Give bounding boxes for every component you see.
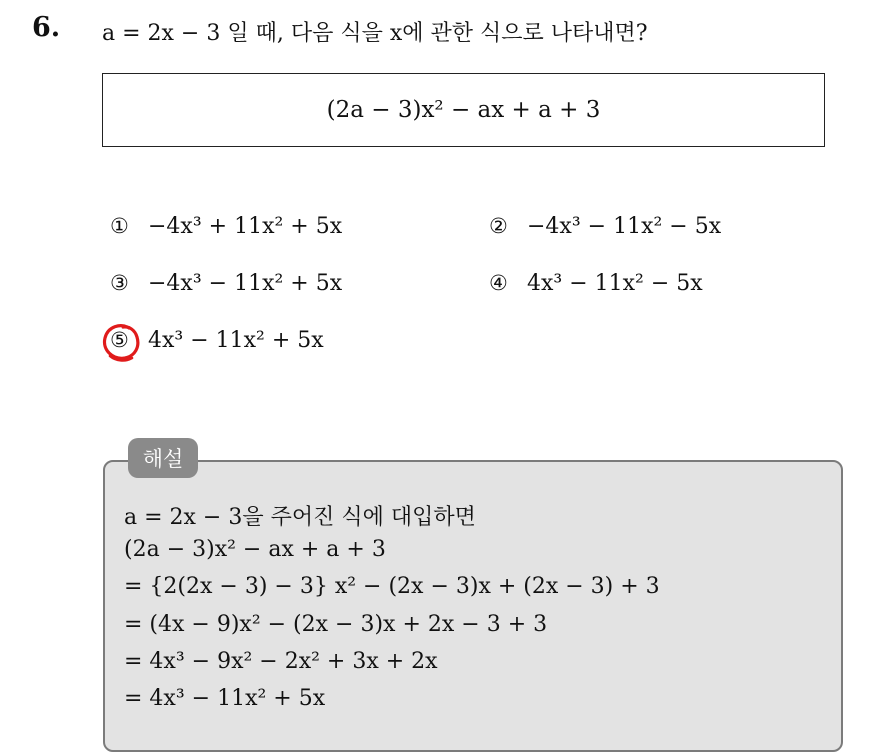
- choice-4[interactable]: [489, 271, 703, 296]
- solution-line-4: = (4x − 9)x² − (2x − 3)x + 2x − 3 + 3: [124, 612, 548, 637]
- choice-text: 4x³ − 11x² + 5x: [148, 328, 324, 353]
- question-number: 6.: [32, 12, 61, 43]
- solution-line-3: = {2(2x − 3) − 3} x² − (2x − 3)x + (2x − 3) + 3: [124, 574, 660, 599]
- expression-box: [102, 73, 825, 147]
- choice-5[interactable]: [110, 328, 324, 353]
- choice-text: −4x³ − 11x² + 5x: [148, 271, 343, 296]
- choice-text: −4x³ + 11x² + 5x: [148, 214, 343, 239]
- choice-1[interactable]: [110, 214, 342, 239]
- solution-line-5: = 4x³ − 9x² − 2x² + 3x + 2x: [124, 649, 438, 674]
- solution-line-1: a = 2x − 3을 주어진 식에 대입하면: [124, 505, 476, 530]
- choice-number: ⑤: [110, 328, 129, 352]
- expression: (2a − 3)x² − ax + a + 3: [326, 97, 601, 123]
- choice-number: ①: [110, 214, 129, 238]
- solution-line-6: = 4x³ − 11x² + 5x: [124, 686, 326, 711]
- choice-number: ③: [110, 271, 129, 295]
- choice-number: ④: [489, 271, 508, 295]
- solution-line-2: (2a − 3)x² − ax + a + 3: [124, 537, 386, 562]
- choice-text: −4x³ − 11x² − 5x: [527, 214, 722, 239]
- choice-2[interactable]: [489, 214, 721, 239]
- choice-number: ②: [489, 214, 508, 238]
- question-text: a = 2x − 3 일 때, 다음 식을 x에 관한 식으로 나타내면?: [102, 21, 648, 46]
- choice-text: 4x³ − 11x² − 5x: [527, 271, 703, 296]
- choice-3[interactable]: [110, 271, 342, 296]
- solution-label: 해설: [128, 438, 198, 478]
